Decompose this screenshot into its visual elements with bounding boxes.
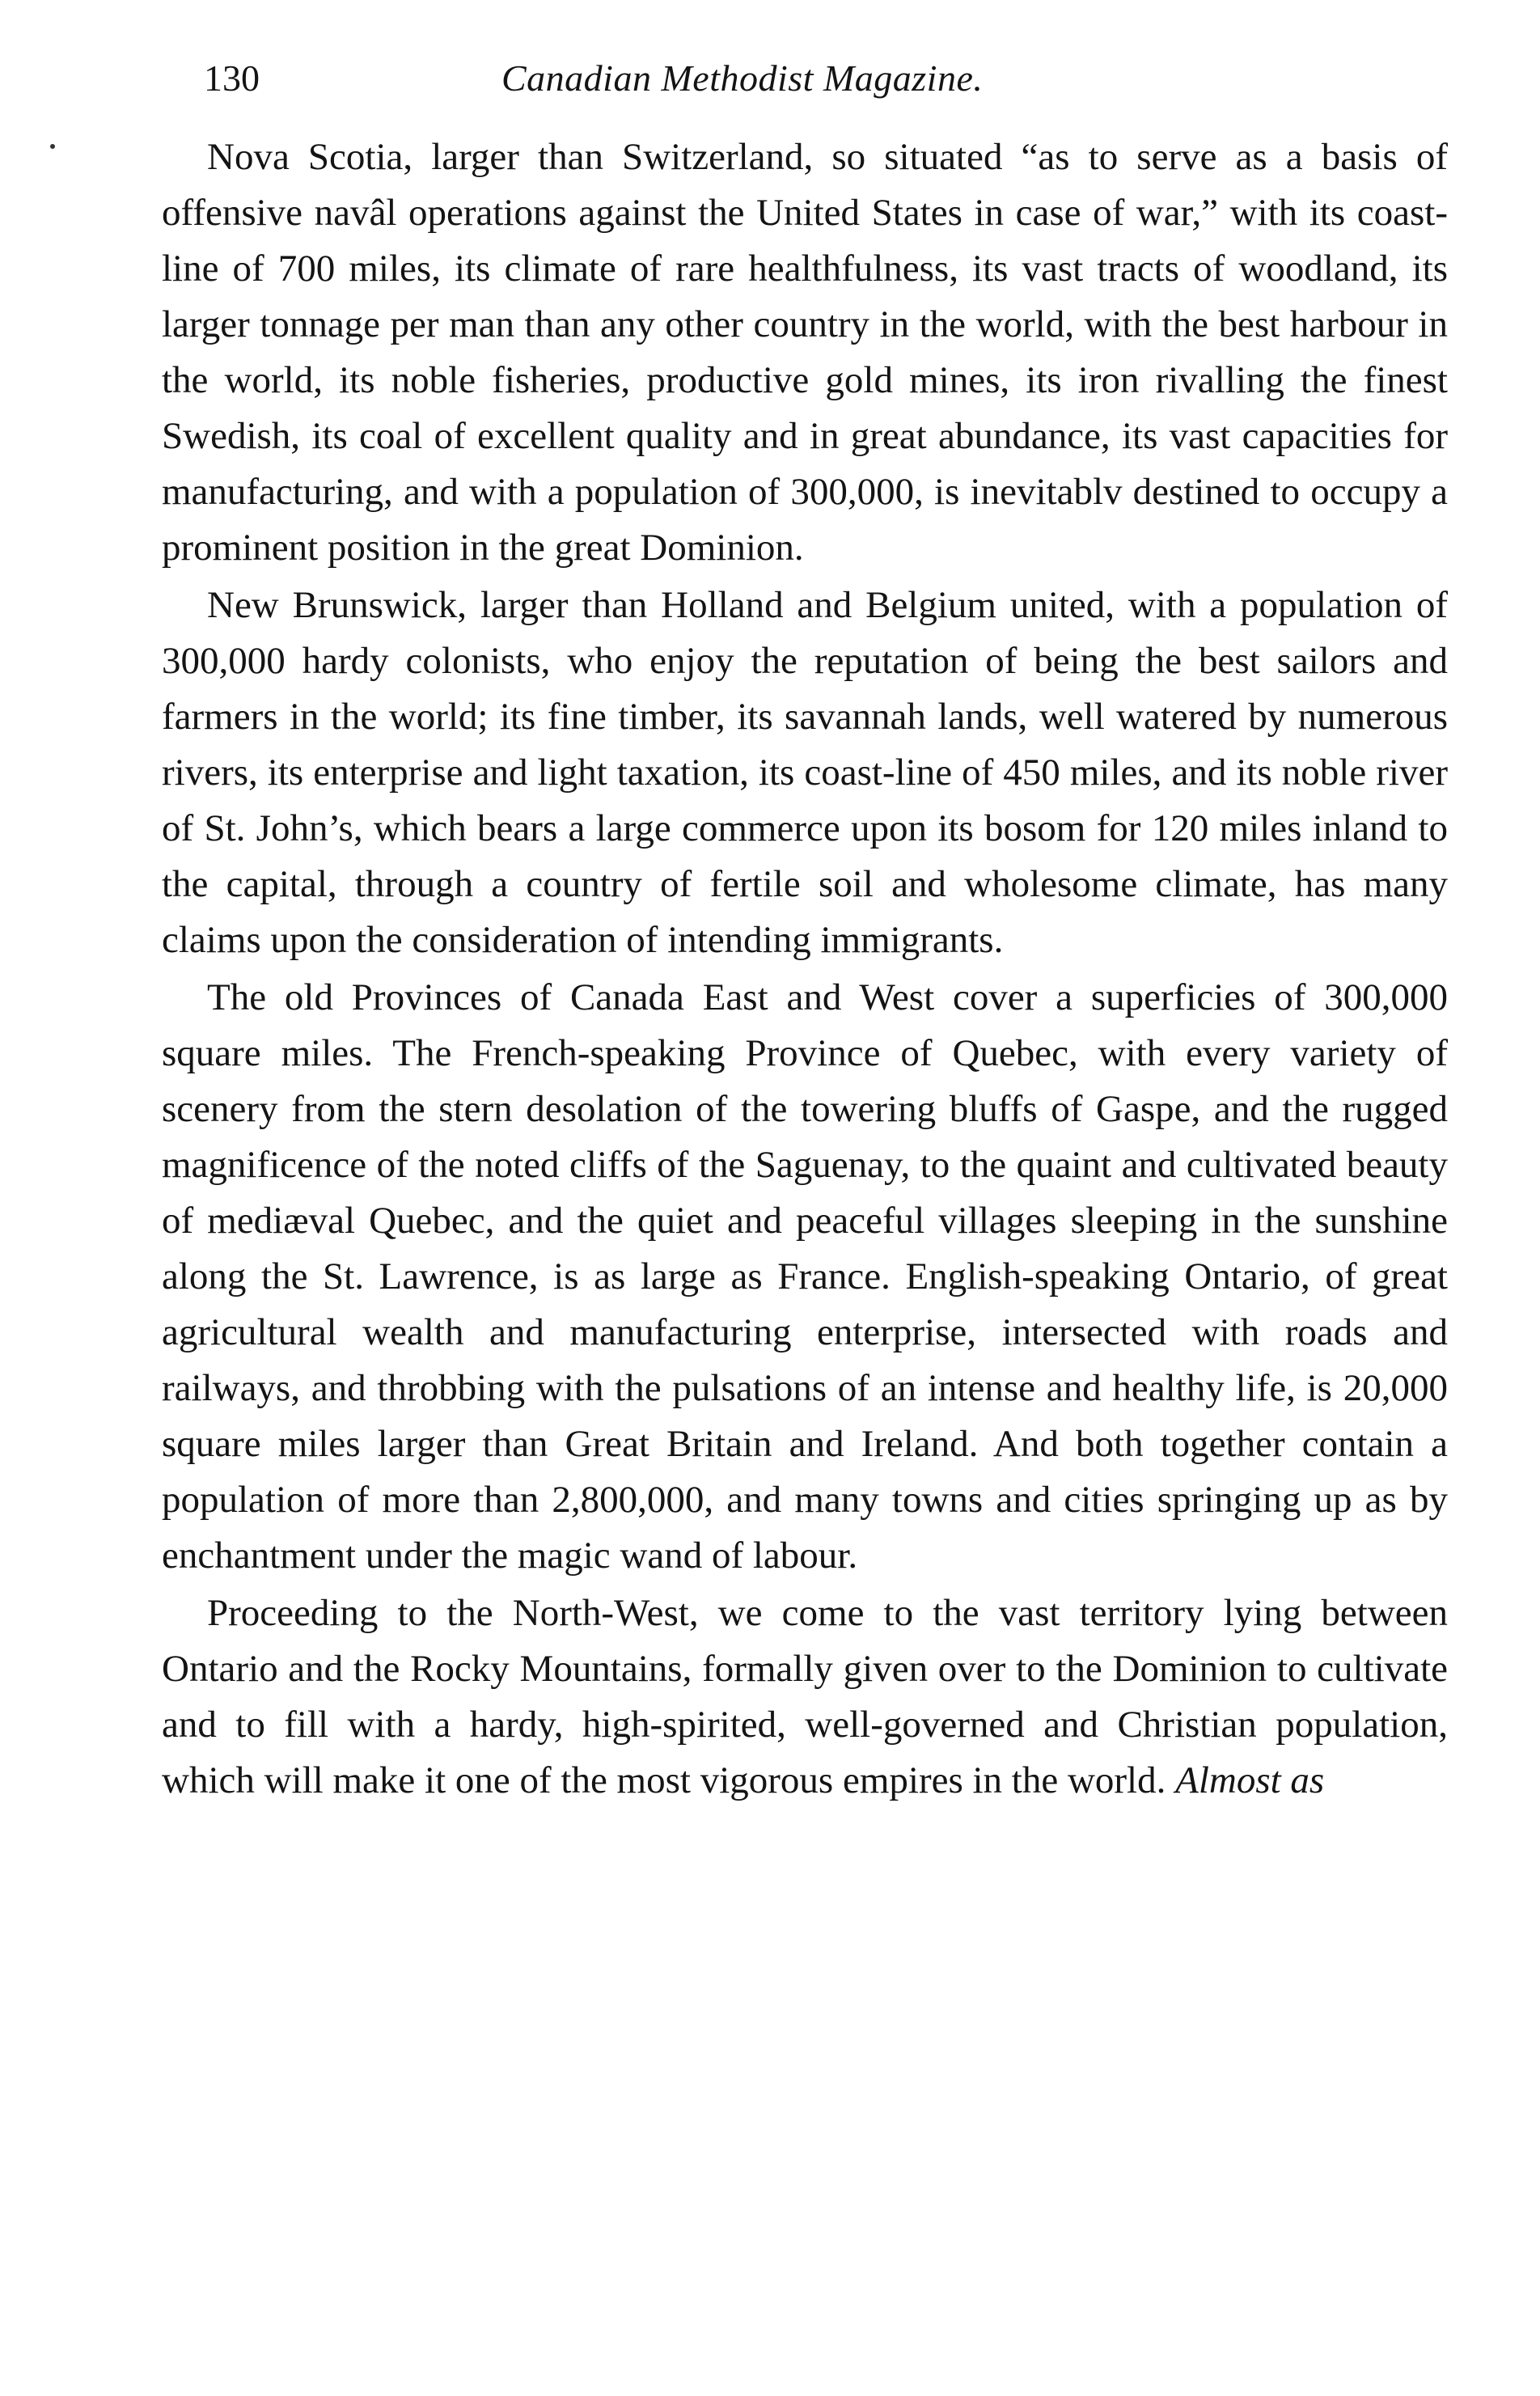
running-head	[162, 57, 1448, 129]
closing-italic-text: Almost as	[1175, 1759, 1325, 1801]
paragraph-north-west	[162, 1585, 1448, 1809]
paragraph-canada-provinces: The old Provinces of Canada East and West cover a superficies of 300,000 square miles. The French-speaking Province of Quebec, with every variety of scenery from the stern desolation of the towering bluffs of Gaspe, and the rugged magnificence of the noted cliffs of the Saguenay, to the quaint and cultivated beauty of mediæval Quebec, and the quiet and peaceful villages sleeping in the sunshine along the St. Lawrence, is as large as France. English-speaking Ontario, of great agricultural wealth and manufacturing enterprise, intersected with roads and railways, and throbbing with the pulsations of an intense and healthy life, is 20,000 square miles larger than Great Britain and Ireland. And both together contain a population of more than 2,800,000, and many towns and cities springing up as by enchantment under the magic wand of labour.	[162, 976, 1448, 1577]
paragraph-new-brunswick: New Brunswick, larger than Holland and Belgium united, with a population of 300,000 hardy colonists, who enjoy the reputation of being the best sailors and farmers in the world; its fine timber, its savannah lands, well watered by numerous rivers, its enterprise and light taxation, its coast-line of 450 miles, and its noble river of St. John’s, which bears a large commerce upon its bosom for 120 miles inland to the capital, through a country of fertile soil and wholesome climate, has many claims upon the consideration of intending immigrants.	[162, 584, 1448, 961]
stray-mark	[50, 144, 55, 149]
paragraph-north-west-text: Proceeding to the North-West, we come to the vast territory lying between Ontario and the Rocky Mountains, formally given over to the Dominion to cultivate and to fill with a hardy, high-spirited, well-governed and Christian population, which will make it one of the most vigorous empires in the world.	[162, 1592, 1448, 1801]
page-number: 130	[204, 57, 260, 99]
paragraph-nova-scotia: Nova Scotia, larger than Switzerland, so situated “as to serve as a basis of offensive navâl operations against the United States in case of war,” with its coast-line of 700 miles, its climate of rare healthfulness, its vast tracts of woodland, its larger tonnage per man than any other country in the world, with the best harbour in the world, its noble fisheries, productive gold mines, its iron rivalling the finest Swedish, its coal of excellent quality and in great abundance, its vast capacities for manufacturing, and with a population of 300,000, is inevitablv destined to occupy a prominent position in the great Dominion.	[162, 136, 1448, 569]
book-page	[162, 57, 1448, 1810]
journal-title: Canadian Methodist Magazine.	[501, 57, 984, 99]
